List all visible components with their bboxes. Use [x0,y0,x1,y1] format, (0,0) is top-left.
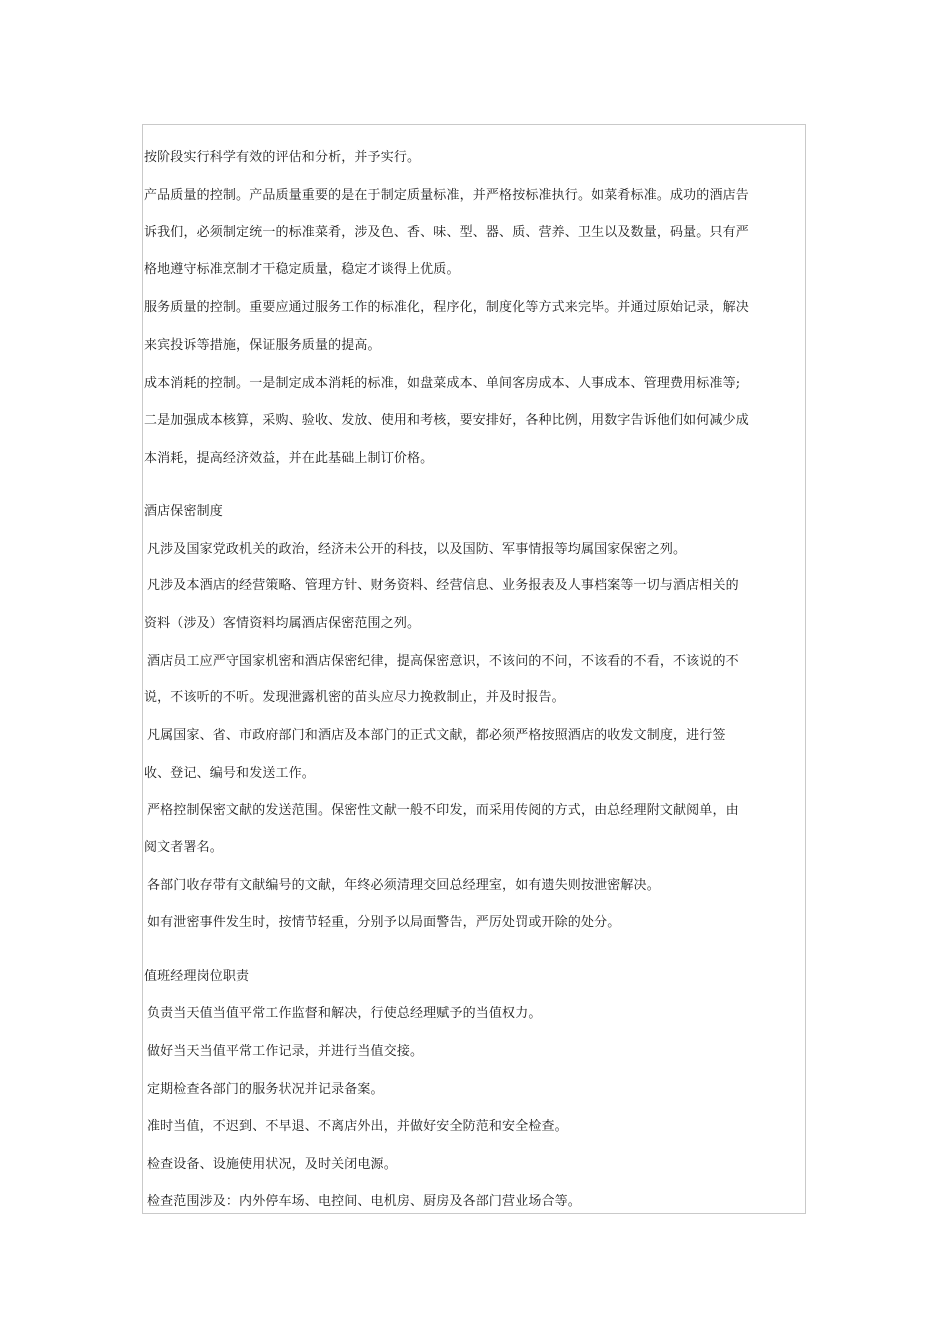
s1-line-8: 二是加强成本核算，采购、验收、发放、使用和考核，要安排好，各种比例，用数字告诉他们如何减少成 [144,413,749,428]
s1-line-4: 格地遵守标准烹制才干稳定质量，稳定才谈得上优质。 [144,262,460,277]
s3-line-1: 负责当天值当值平常工作监督和解决，行使总经理赋予的当值权力。 [147,1006,542,1021]
s1-line-3: 诉我们，必须制定统一的标准菜肴，涉及色、香、味、型、器、质、营养、卫生以及数量，码量。只有严 [144,225,749,240]
s1-line-7: 成本消耗的控制。一是制定成本消耗的标准，如盘菜成本、单间客房成本、人事成本、管理费用标准等; [144,376,741,391]
s1-line-9: 本消耗，提高经济效益，并在此基础上制订价格。 [144,451,434,466]
s2-line-7: 收、登记、编号和发送工作。 [144,766,315,781]
s1-line-2: 产品质量的控制。产品质量重要的是在于制定质量标准，并严格按标准执行。如菜肴标准。成功的酒店告 [144,188,749,203]
section-title-duty-manager: 值班经理岗位职责 [144,969,250,984]
section-title-confidentiality: 酒店保密制度 [144,504,223,519]
s3-line-4: 准时当值，不迟到、不早退、不离店外出，并做好安全防范和安全检查。 [147,1119,568,1134]
s2-line-8: 严格控制保密文献的发送范围。保密性文献一般不印发，而采用传阅的方式，由总经理附文献阅单，由 [147,803,739,818]
s3-line-3: 定期检查各部门的服务状况并记录备案。 [147,1082,384,1097]
s1-line-1: 按阶段实行科学有效的评估和分析，并予实行。 [144,150,421,165]
s2-line-11: 如有泄密事件发生时，按情节轻重，分别予以局面警告，严厉处罚或开除的处分。 [147,915,621,930]
s3-line-2: 做好当天当值平常工作记录，并进行当值交接。 [147,1044,424,1059]
s2-line-10: 各部门收存带有文献编号的文献，年终必须清理交回总经理室，如有遗失则按泄密解决。 [147,878,660,893]
s1-line-5: 服务质量的控制。重要应通过服务工作的标准化，程序化，制度化等方式来完毕。并通过原始记录，解决 [144,300,749,315]
s3-line-6: 检查范围涉及：内外停车场、电控间、电机房、厨房及各部门营业场合等。 [147,1194,581,1209]
s2-line-1: 凡涉及国家党政机关的政治，经济未公开的科技，以及国防、军事情报等均属国家保密之列。 [147,542,687,557]
s2-line-4: 酒店员工应严守国家机密和酒店保密纪律，提高保密意识，不该问的不问，不该看的不看，不该说的不 [147,654,739,669]
s1-line-6: 来宾投诉等措施，保证服务质量的提高。 [144,338,381,353]
s2-line-9: 阅文者署名。 [144,840,223,855]
s3-line-5: 检查设备、设施使用状况，及时关闭电源。 [147,1157,397,1172]
s2-line-6: 凡属国家、省、市政府部门和酒店及本部门的正式文献，都必须严格按照酒店的收发文制度，进行签 [147,728,726,743]
s2-line-2: 凡涉及本酒店的经营策略、管理方针、财务资料、经营信息、业务报表及人事档案等一切与酒店相关的 [147,578,739,593]
s2-line-3: 资料（涉及）客情资料均属酒店保密范围之列。 [144,616,421,631]
s2-line-5: 说，不该听的不听。发现泄露机密的苗头应尽力挽救制止，并及时报告。 [144,690,565,705]
